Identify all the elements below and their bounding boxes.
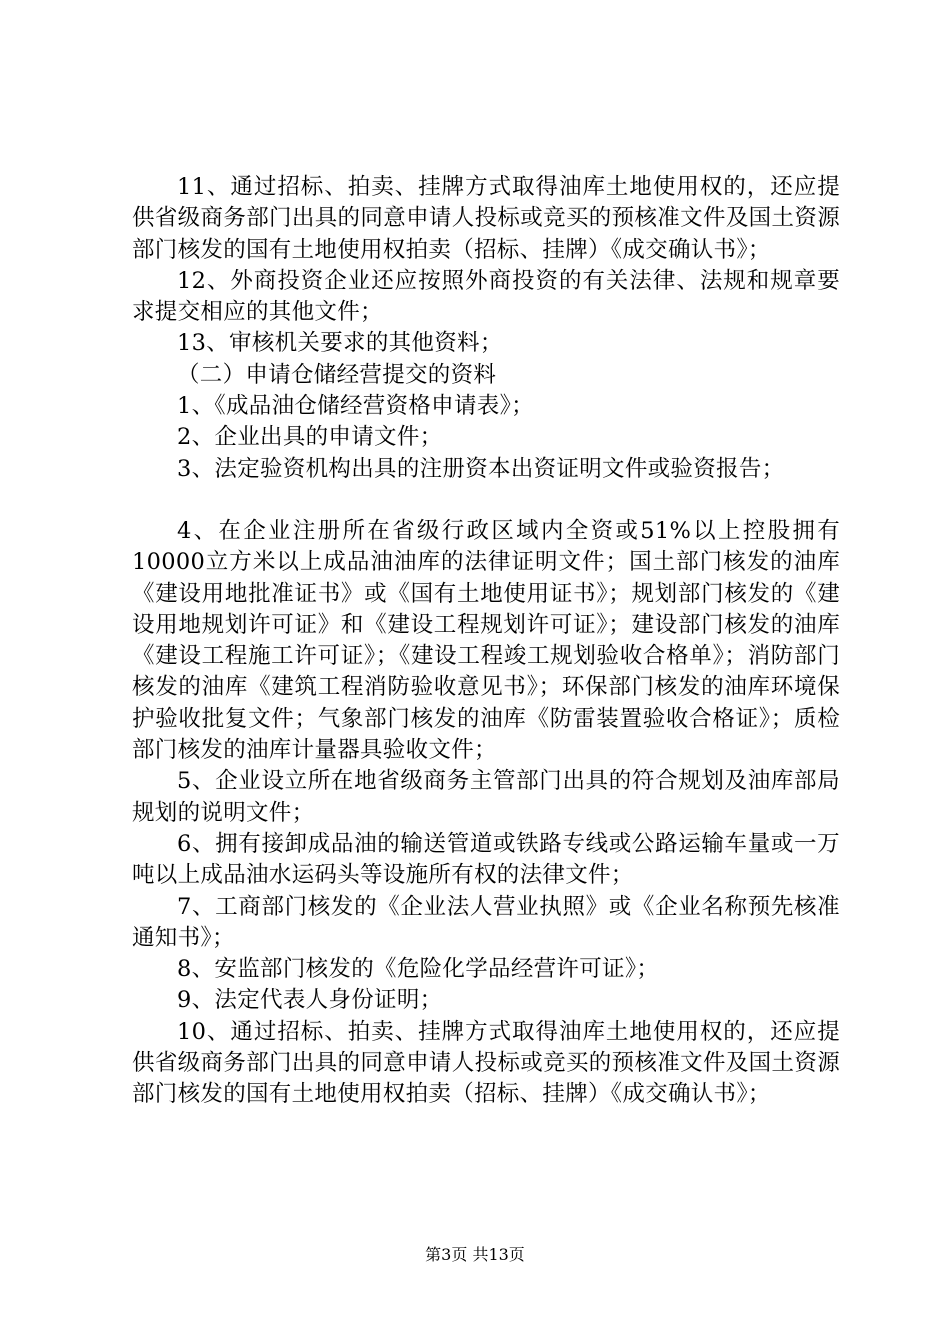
document-body	[132, 172, 840, 1111]
paragraph-item-10: 10、通过招标、拍卖、挂牌方式取得油库土地使用权的，还应提供省级商务部门出具的同意申请人投标或竞买的预核准文件及国土资源部门核发的国有土地使用权拍卖（招标、挂牌）《成交确认书》；	[132, 1018, 840, 1108]
paragraph-item-4: 4、在企业注册所在省级行政区域内全资或51%以上控股拥有10000立方米以上成品油油库的法律证明文件；国土部门核发的油库《建设用地批准证书》或《国有土地使用证书》；规划部门核发的《建设用地规划许可证》和《建设工程规划许可证》；建设部门核发的油库《建设工程施工许可证》；《建设工程竣工规划验收合格单》；消防部门核发的油库《建筑工程消防验收意见书》；环保部门核发的油库环境保护验收批复文件；气象部门核发的油库《防雷装置验收合格证》；质检部门核发的油库计量器具验收文件；	[132, 517, 840, 764]
paragraph-item-5: 5、企业设立所在地省级商务主管部门出具的符合规划及油库部局规划的说明文件；	[132, 768, 840, 826]
paragraph-item-8: 8、安监部门核发的《危险化学品经营许可证》；	[177, 956, 660, 983]
section-heading-storage: （二）申请仓储经营提交的资料	[177, 361, 497, 388]
paragraph-item-1: 1、《成品油仓储经营资格申请表》；	[177, 393, 534, 420]
blank-line	[132, 485, 840, 516]
paragraph-item-2: 2、企业出具的申请文件；	[177, 424, 443, 451]
paragraph-item-6: 6、拥有接卸成品油的输送管道或铁路专线或公路运输车量或一万吨以上成品油水运码头等设施所有权的法律文件；	[132, 830, 840, 889]
paragraph-item-11: 11、通过招标、拍卖、挂牌方式取得油库土地使用权的，还应提供省级商务部门出具的同意申请人投标或竞买的预核准文件及国土资源部门核发的国有土地使用权拍卖（招标、挂牌）《成交确认书》；	[132, 174, 840, 263]
paragraph-item-12: 12、外商投资企业还应按照外商投资的有关法律、法规和规章要求提交相应的其他文件；	[132, 267, 840, 326]
paragraph-item-7: 7、工商部门核发的《企业法人营业执照》或《企业名称预先核准通知书》；	[132, 893, 840, 951]
paragraph-item-13: 13、审核机关要求的其他资料；	[177, 330, 503, 357]
paragraph-item-9: 9、法定代表人身份证明；	[177, 987, 443, 1014]
paragraph-item-3: 3、法定验资机构出具的注册资本出资证明文件或验资报告；	[177, 455, 785, 482]
page-footer: 第3页 共13页	[425, 1245, 525, 1264]
